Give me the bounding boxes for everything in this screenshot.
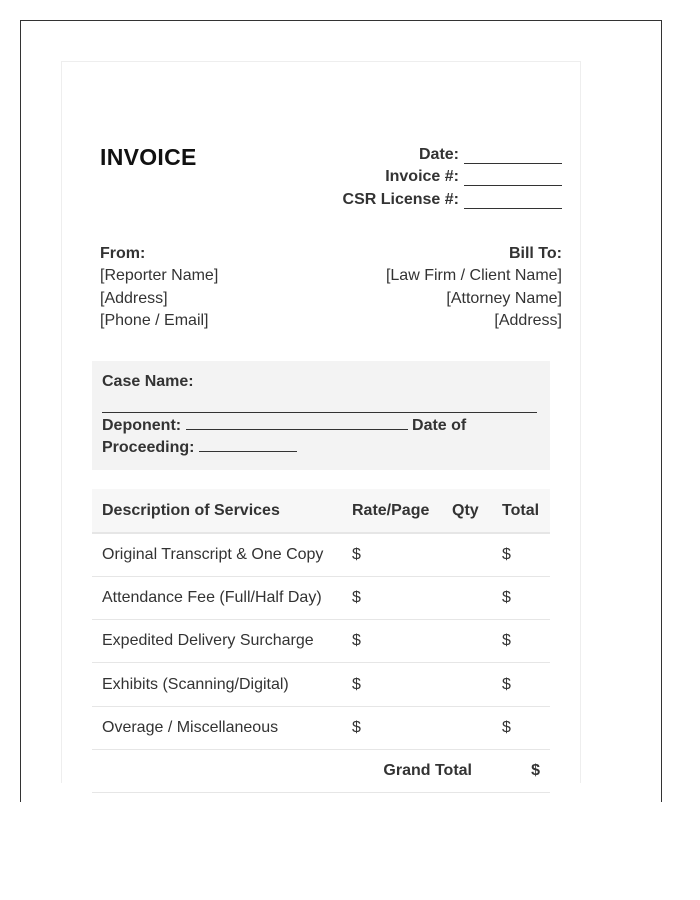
from-line: [Phone / Email] — [100, 311, 209, 329]
total-cell[interactable]: $ — [492, 706, 550, 749]
header-total: Total — [492, 489, 550, 533]
qty-cell[interactable] — [442, 620, 492, 663]
proceeding-label: Proceeding: — [102, 439, 195, 456]
csr-license-field[interactable] — [464, 194, 562, 209]
bill-to-line: [Law Firm / Client Name] — [385, 267, 562, 285]
description-cell: Overage / Miscellaneous — [92, 706, 342, 749]
qty-cell[interactable] — [442, 706, 492, 749]
total-cell[interactable]: $ — [492, 533, 550, 576]
csr-license-label: CSR License #: — [342, 190, 459, 208]
deponent-row — [102, 415, 540, 437]
date-field[interactable] — [464, 149, 562, 164]
from-line: [Address] — [100, 289, 168, 307]
description-cell: Expedited Delivery Surcharge — [92, 620, 342, 663]
proceeding-row — [102, 437, 540, 459]
rate-cell[interactable]: $ — [342, 576, 442, 619]
grand-total-row — [92, 749, 550, 792]
case-details — [92, 361, 550, 470]
services-table — [92, 489, 550, 793]
description-cell: Exhibits (Scanning/Digital) — [92, 663, 342, 706]
case-name-label: Case Name: — [102, 373, 194, 390]
header-qty: Qty — [442, 489, 492, 533]
invoice-number-label: Invoice #: — [385, 168, 459, 185]
qty-cell[interactable] — [442, 576, 492, 619]
from-heading: From: — [100, 245, 146, 262]
qty-cell[interactable] — [442, 533, 492, 576]
rate-cell[interactable]: $ — [342, 706, 442, 749]
deponent-field[interactable] — [186, 416, 408, 430]
invoice-title: INVOICE — [100, 144, 197, 170]
bill-to-heading: Bill To: — [508, 245, 562, 262]
table-row — [92, 576, 550, 619]
description-cell: Attendance Fee (Full/Half Day) — [92, 576, 342, 619]
bill-to-line: [Address] — [494, 311, 562, 329]
table-row — [92, 533, 550, 576]
invoice-number-row — [262, 164, 562, 187]
rate-cell[interactable]: $ — [342, 533, 442, 576]
from-block — [100, 243, 218, 332]
table-header-row — [92, 489, 550, 533]
from-line: [Reporter Name] — [100, 267, 219, 285]
proceeding-date-field[interactable] — [199, 438, 297, 452]
deponent-label: Deponent: — [102, 417, 182, 434]
grand-total-label: Grand Total — [92, 749, 492, 792]
csr-license-row — [262, 186, 562, 209]
bill-to-block — [386, 243, 562, 332]
case-name-field[interactable] — [102, 393, 537, 413]
table-row — [92, 706, 550, 749]
date-of-label: Date of — [412, 417, 467, 434]
header-rate: Rate/Page — [342, 489, 442, 533]
total-cell[interactable]: $ — [492, 620, 550, 663]
date-label: Date: — [418, 145, 459, 163]
rate-cell[interactable]: $ — [342, 663, 442, 706]
description-cell: Original Transcript & One Copy — [92, 533, 342, 576]
rate-cell[interactable]: $ — [342, 620, 442, 663]
invoice-number-field[interactable] — [464, 171, 562, 186]
invoice-meta — [262, 141, 562, 209]
header-description: Description of Services — [92, 489, 342, 533]
bill-to-line: [Attorney Name] — [446, 289, 562, 307]
total-cell[interactable]: $ — [492, 663, 550, 706]
date-row — [262, 141, 562, 164]
total-cell[interactable]: $ — [492, 576, 550, 619]
qty-cell[interactable] — [442, 663, 492, 706]
table-row — [92, 663, 550, 706]
table-row — [92, 620, 550, 663]
grand-total-value[interactable]: $ — [492, 749, 550, 792]
